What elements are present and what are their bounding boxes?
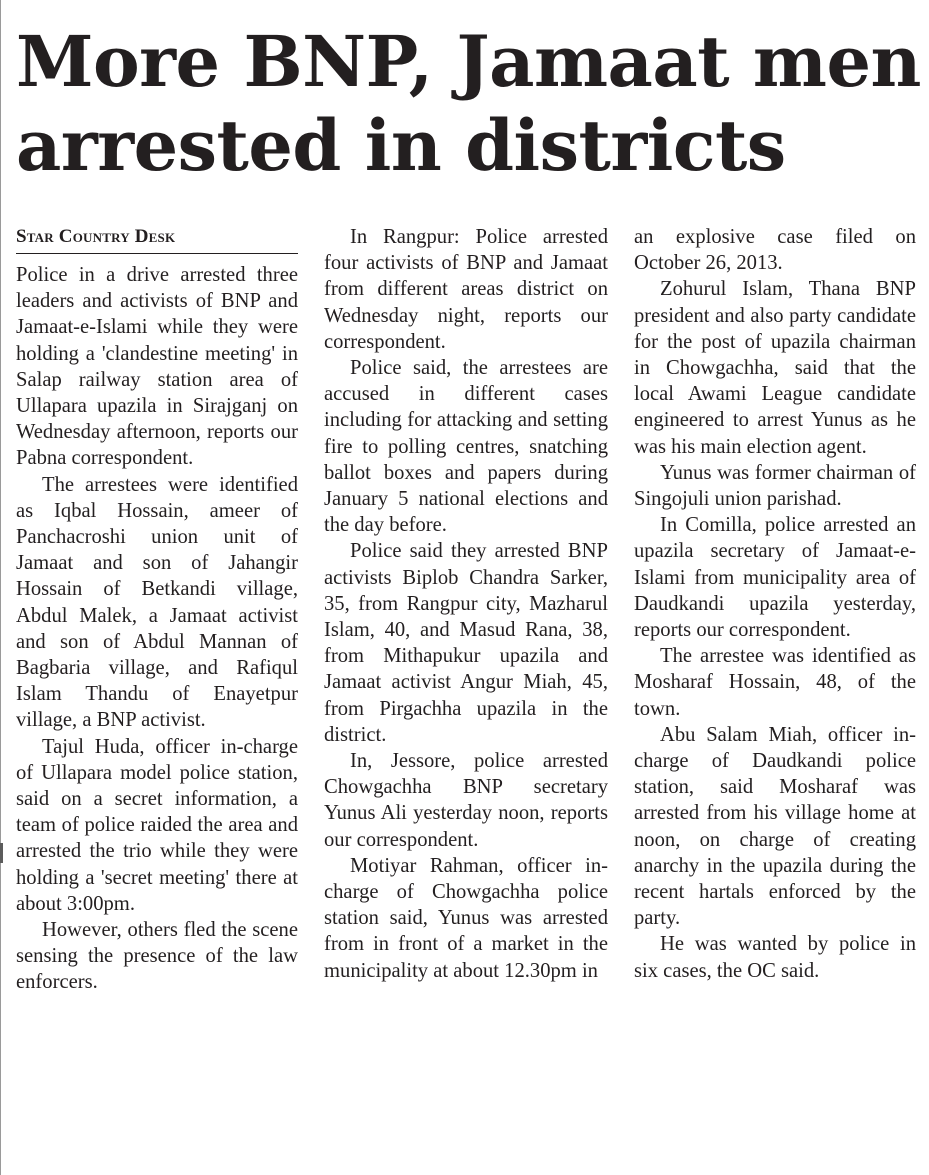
paragraph-4: However, others fled the scene sensing the presence of the law enforcers. [16, 919, 298, 994]
paragraph-3: Tajul Huda, officer in-charge of Ullapara model police station, said on a secret information, a team of police raided the area and arrested the trio while they were holding a 'secret meeting' there at about 3:00pm. [16, 735, 298, 915]
page-edge-mark [0, 843, 3, 863]
paragraph-8: In, Jessore, police arrested Chowgachha BNP secretary Yunus Ali yesterday noon, reports our correspondent. [324, 750, 608, 851]
paragraph-11: Yunus was former chairman of Singojuli union parishad. [634, 461, 916, 511]
paragraph-10: Zohurul Islam, Thana BNP president and also party candidate for the post of upazila chairman in Chowgachha, said that the local Awami League candidate engineered to arrest Yunus as he was his main election agent. [634, 278, 916, 458]
headline: More BNP, Jamaat men arrested in districts [16, 20, 921, 187]
paragraph-7: Police said they arrested BNP activists Biplob Chandra Sarker, 35, from Rangpur city, Mazharul Islam, 40, and Masud Rana, 38, from Mithapukur upazila and Jamaat activist Angur Miah, 45, from Pirgachha upazila in the district. [324, 540, 608, 746]
paragraph-9-end: an explosive case filed on October 26, 2013. [634, 226, 916, 275]
paragraph-13: The arrestee was identified as Mosharaf Hossain, 48, of the town. [634, 645, 916, 720]
paragraph-12: In Comilla, police arrested an upazila secretary of Jamaat-e-Islami from municipality area of Daudkandi upazila yesterday, reports our correspondent. [634, 514, 916, 642]
column-1 [16, 224, 298, 1174]
paragraph-9-start: Motiyar Rahman, officer in-charge of Chowgachha police station said, Yunus was arrested from in front of a market in the municipality at about 12.30pm in [324, 854, 608, 982]
paragraph-5: In Rangpur: Police arrested four activists of BNP and Jamaat from different areas district on Wednesday night, reports our correspondent. [324, 226, 608, 353]
paragraph-14: Abu Salam Miah, officer in-charge of Daudkandi police station, said Mosharaf was arrested from his village home at noon, on charge of creating anarchy in the upazila during the recent hartals enforced by the party. [634, 723, 916, 930]
paragraph-2: The arrestees were identified as Iqbal Hossain, ameer of Panchacroshi union unit of Jamaat and son of Jahangir Hossain of Betkandi village, Abdul Malek, a Jamaat activist and son of Abdul Mannan of Bagbaria village, and Rafiqul Islam Thandu of Enayetpur village, a BNP activist. [16, 473, 298, 732]
paragraph-15: He was wanted by police in six cases, the OC said. [634, 933, 916, 982]
paragraph-1: Police in a drive arrested three leaders and activists of BNP and Jamaat-e-Islami while they were holding a 'clandestine meeting' in Salap railway station area of Ullapara upazila in Sirajganj on Wednesday afternoon, reports our Pabna correspondent. [16, 264, 298, 470]
column-2 [324, 224, 608, 1174]
byline-text: Star Country Desk [16, 226, 176, 247]
page-edge-rule [0, 0, 1, 1175]
column-3 [634, 224, 916, 1174]
byline [16, 224, 298, 254]
paragraph-6: Police said, the arrestees are accused in different cases including for attacking and setting fire to polling centres, snatching ballot boxes and papers during January 5 national elections and the day before. [324, 357, 608, 537]
